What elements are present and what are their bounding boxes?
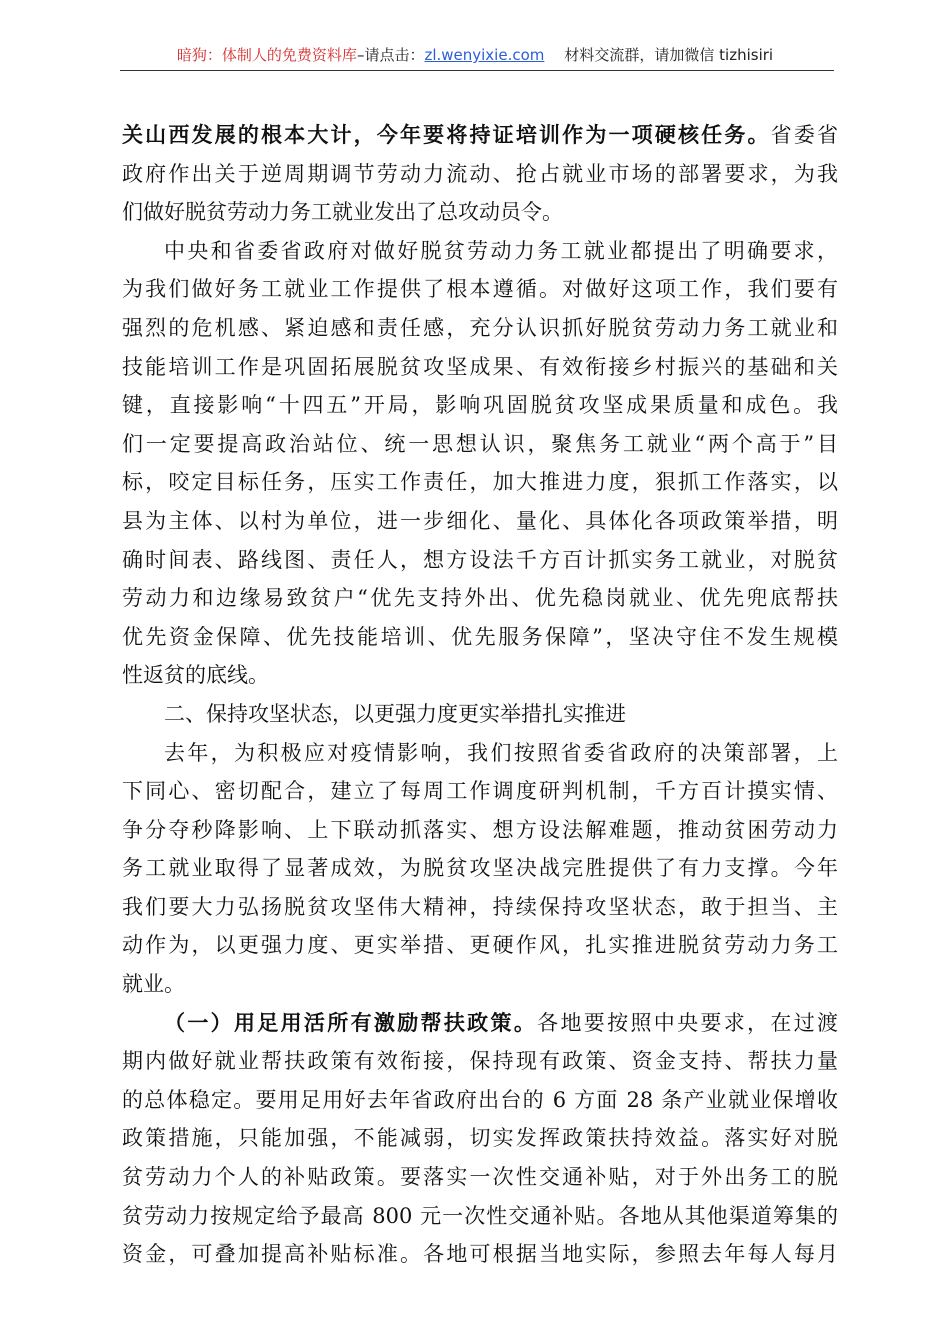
paragraph-line: 县为主体、以村为单位，进一步细化、量化、具体化各项政策举措，明	[122, 508, 838, 533]
paragraph-line: 去年，为积极应对疫情影响，我们按照省委省政府的决策部署，上	[164, 740, 838, 765]
paragraph-line: 争分夺秒降影响、上下联动抓落实、想方设法解难题，推动贫困劳动力	[122, 817, 838, 842]
header-site-name: 暗狗：体制人的免费资料库	[176, 46, 357, 64]
paragraph-line: 中央和省委省政府对做好脱贫劳动力务工就业都提出了明确要求，	[164, 238, 838, 263]
bold-subheading: （一）用足用活所有激励帮扶政策。	[164, 1009, 538, 1035]
paragraph-line: 标，咬定目标任务，压实工作责任，加大推进力度，狠抓工作落实，以	[122, 470, 838, 495]
paragraph-line: 技能培训工作是巩固拓展脱贫攻坚成果、有效衔接乡村振兴的基础和关	[122, 354, 838, 379]
header-link[interactable]: zl.wenyixie.com	[424, 46, 545, 64]
paragraph-line	[122, 116, 838, 155]
paragraph-line: 我们要大力弘扬脱贫攻坚伟大精神，持续保持攻坚状态，敢于担当、主	[122, 894, 838, 919]
paragraph-line: 们一定要提高政治站位、统一思想认识，聚焦务工就业“两个高于”目	[122, 431, 838, 456]
document-body	[122, 116, 838, 1274]
page-header	[0, 44, 950, 65]
header-divider	[120, 70, 834, 71]
paragraph-line: 政策措施，只能加强，不能减弱，切实发挥政策扶持效益。落实好对脱	[122, 1126, 838, 1151]
text-run: 各地要按照中央要求，在过渡	[537, 1010, 839, 1035]
paragraph-line: 的总体稳定。要用足用好去年省政府出台的 6 方面 28 条产业就业保增收	[122, 1087, 838, 1112]
paragraph-line	[122, 1004, 838, 1043]
paragraph-line: 务工就业取得了显著成效，为脱贫攻坚决战完胜提供了有力支撑。今年	[122, 856, 838, 881]
paragraph-line: 贫劳动力个人的补贴政策。要落实一次性交通补贴，对于外出务工的脱	[122, 1165, 838, 1190]
paragraph-line: 性返贫的底线。	[122, 663, 269, 688]
paragraph-line: 期内做好就业帮扶政策有效衔接，保持现有政策、资金支持、帮扶力量	[122, 1049, 838, 1074]
paragraph-line: 资金，可叠加提高补贴标准。各地可根据当地实际，参照去年每人每月	[122, 1242, 838, 1267]
paragraph-line: 优先资金保障、优先技能培训、优先服务保障”，坚决守住不发生规模	[122, 624, 838, 649]
header-group-text: 材料交流群，请加微信 tizhisiri	[564, 46, 774, 64]
paragraph-line: 强烈的危机感、紧迫感和责任感，充分认识抓好脱贫劳动力务工就业和	[122, 315, 838, 340]
header-prompt: –请点击：	[356, 46, 425, 64]
paragraph-line: 下同心、密切配合，建立了每周工作调度研判机制，千方百计摸实情、	[122, 779, 838, 804]
paragraph-line: 劳动力和边缘易致贫户“优先支持外出、优先稳岗就业、优先兜底帮扶	[122, 586, 838, 611]
paragraph-line: 就业。	[122, 972, 185, 997]
section-heading: 二、保持攻坚状态，以更强力度更实举措扎实推进	[164, 701, 626, 726]
text-run: 省委省	[770, 123, 839, 147]
paragraph-line: 确时间表、路线图、责任人，想方设法千方百计抓实务工就业，对脱贫	[122, 547, 838, 572]
paragraph-line: 贫劳动力按规定给予最高 800 元一次性交通补贴。各地从其他渠道筹集的	[122, 1203, 838, 1228]
paragraph-line: 键，直接影响“十四五”开局，影响巩固脱贫攻坚成果质量和成色。我	[122, 393, 838, 418]
paragraph-line: 动作为，以更强力度、更实举措、更硬作风，扎实推进脱贫劳动力务工	[122, 933, 838, 958]
paragraph-line: 们做好脱贫劳动力务工就业发出了总攻动员令。	[122, 200, 563, 225]
paragraph-line: 政府作出关于逆周期调节劳动力流动、抢占就业市场的部署要求，为我	[122, 161, 838, 186]
paragraph-line: 为我们做好务工就业工作提供了根本遵循。对做好这项工作，我们要有	[122, 277, 838, 302]
bold-lead: 关山西发展的根本大计，今年要将持证培训作为一项硬核任务。	[122, 122, 771, 147]
